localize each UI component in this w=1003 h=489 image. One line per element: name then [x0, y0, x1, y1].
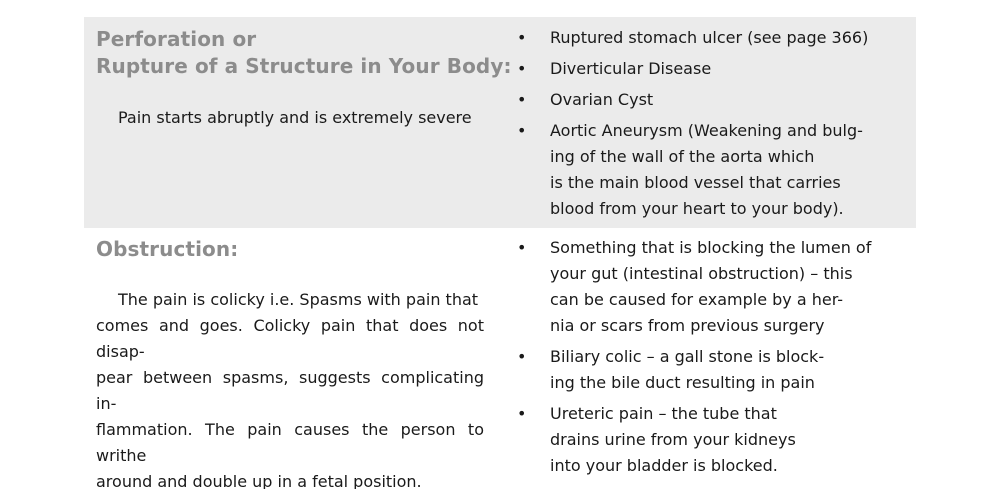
list-item-text: Ruptured stomach ulcer (see page 366) — [550, 28, 869, 47]
list-item — [514, 118, 868, 222]
bullet-icon: • — [517, 59, 527, 78]
list-item-text: into your bladder is blocked. — [550, 456, 778, 475]
obstruction-description — [96, 287, 484, 489]
description-line: flammation. The pain causes the person to writhe — [96, 420, 484, 465]
description-line: comes and goes. Colicky pain that does not disap- — [96, 316, 484, 361]
heading-line: Rupture of a Structure in Your Body: — [96, 54, 512, 78]
description-line: The pain is colicky i.e. Spasms with pain that — [118, 290, 479, 309]
list-item-text: is the main blood vessel that carries — [550, 173, 841, 192]
description-line: pear between spasms, suggests complicating in- — [96, 368, 484, 413]
list-item-text: your gut (intestinal obstruction) – this — [550, 264, 853, 283]
list-item-text: drains urine from your kidneys — [550, 430, 796, 449]
bullet-icon: • — [517, 347, 527, 366]
list-item-text: ing the bile duct resulting in pain — [550, 373, 815, 392]
list-item-text: nia or scars from previous surgery — [550, 316, 825, 335]
bullet-icon: • — [517, 238, 527, 257]
list-item-text: Something that is blocking the lumen of — [550, 238, 872, 257]
obstruction-row — [84, 228, 916, 489]
obstruction-heading — [96, 236, 238, 263]
heading-line: Perforation or — [96, 27, 257, 51]
perforation-row — [84, 17, 916, 228]
description-line: around and double up in a fetal position. — [96, 472, 422, 489]
list-item — [514, 25, 868, 51]
heading-line: Obstruction: — [96, 237, 239, 261]
perforation-causes-list — [514, 25, 868, 222]
list-item — [514, 56, 868, 82]
list-item-text: can be caused for example by a her- — [550, 290, 844, 309]
list-item — [514, 87, 868, 113]
description-line: Pain starts abruptly and is extremely severe — [118, 108, 472, 127]
bullet-icon: • — [517, 404, 527, 423]
perforation-heading — [96, 26, 512, 80]
list-item-text: Diverticular Disease — [550, 59, 712, 78]
list-item-text: Ovarian Cyst — [550, 90, 654, 109]
list-item — [514, 344, 871, 396]
list-item-text: Biliary colic – a gall stone is block- — [550, 347, 825, 366]
perforation-description — [96, 105, 484, 131]
bullet-icon: • — [517, 28, 527, 47]
list-item-text: Aortic Aneurysm (Weakening and bulg- — [550, 121, 863, 140]
bullet-icon: • — [517, 121, 527, 140]
obstruction-causes-list — [514, 235, 871, 479]
list-item-text: Ureteric pain – the tube that — [550, 404, 777, 423]
list-item-text: blood from your heart to your body). — [550, 199, 844, 218]
list-item-text: ing of the wall of the aorta which — [550, 147, 815, 166]
list-item — [514, 401, 871, 479]
bullet-icon: • — [517, 90, 527, 109]
list-item — [514, 235, 871, 339]
